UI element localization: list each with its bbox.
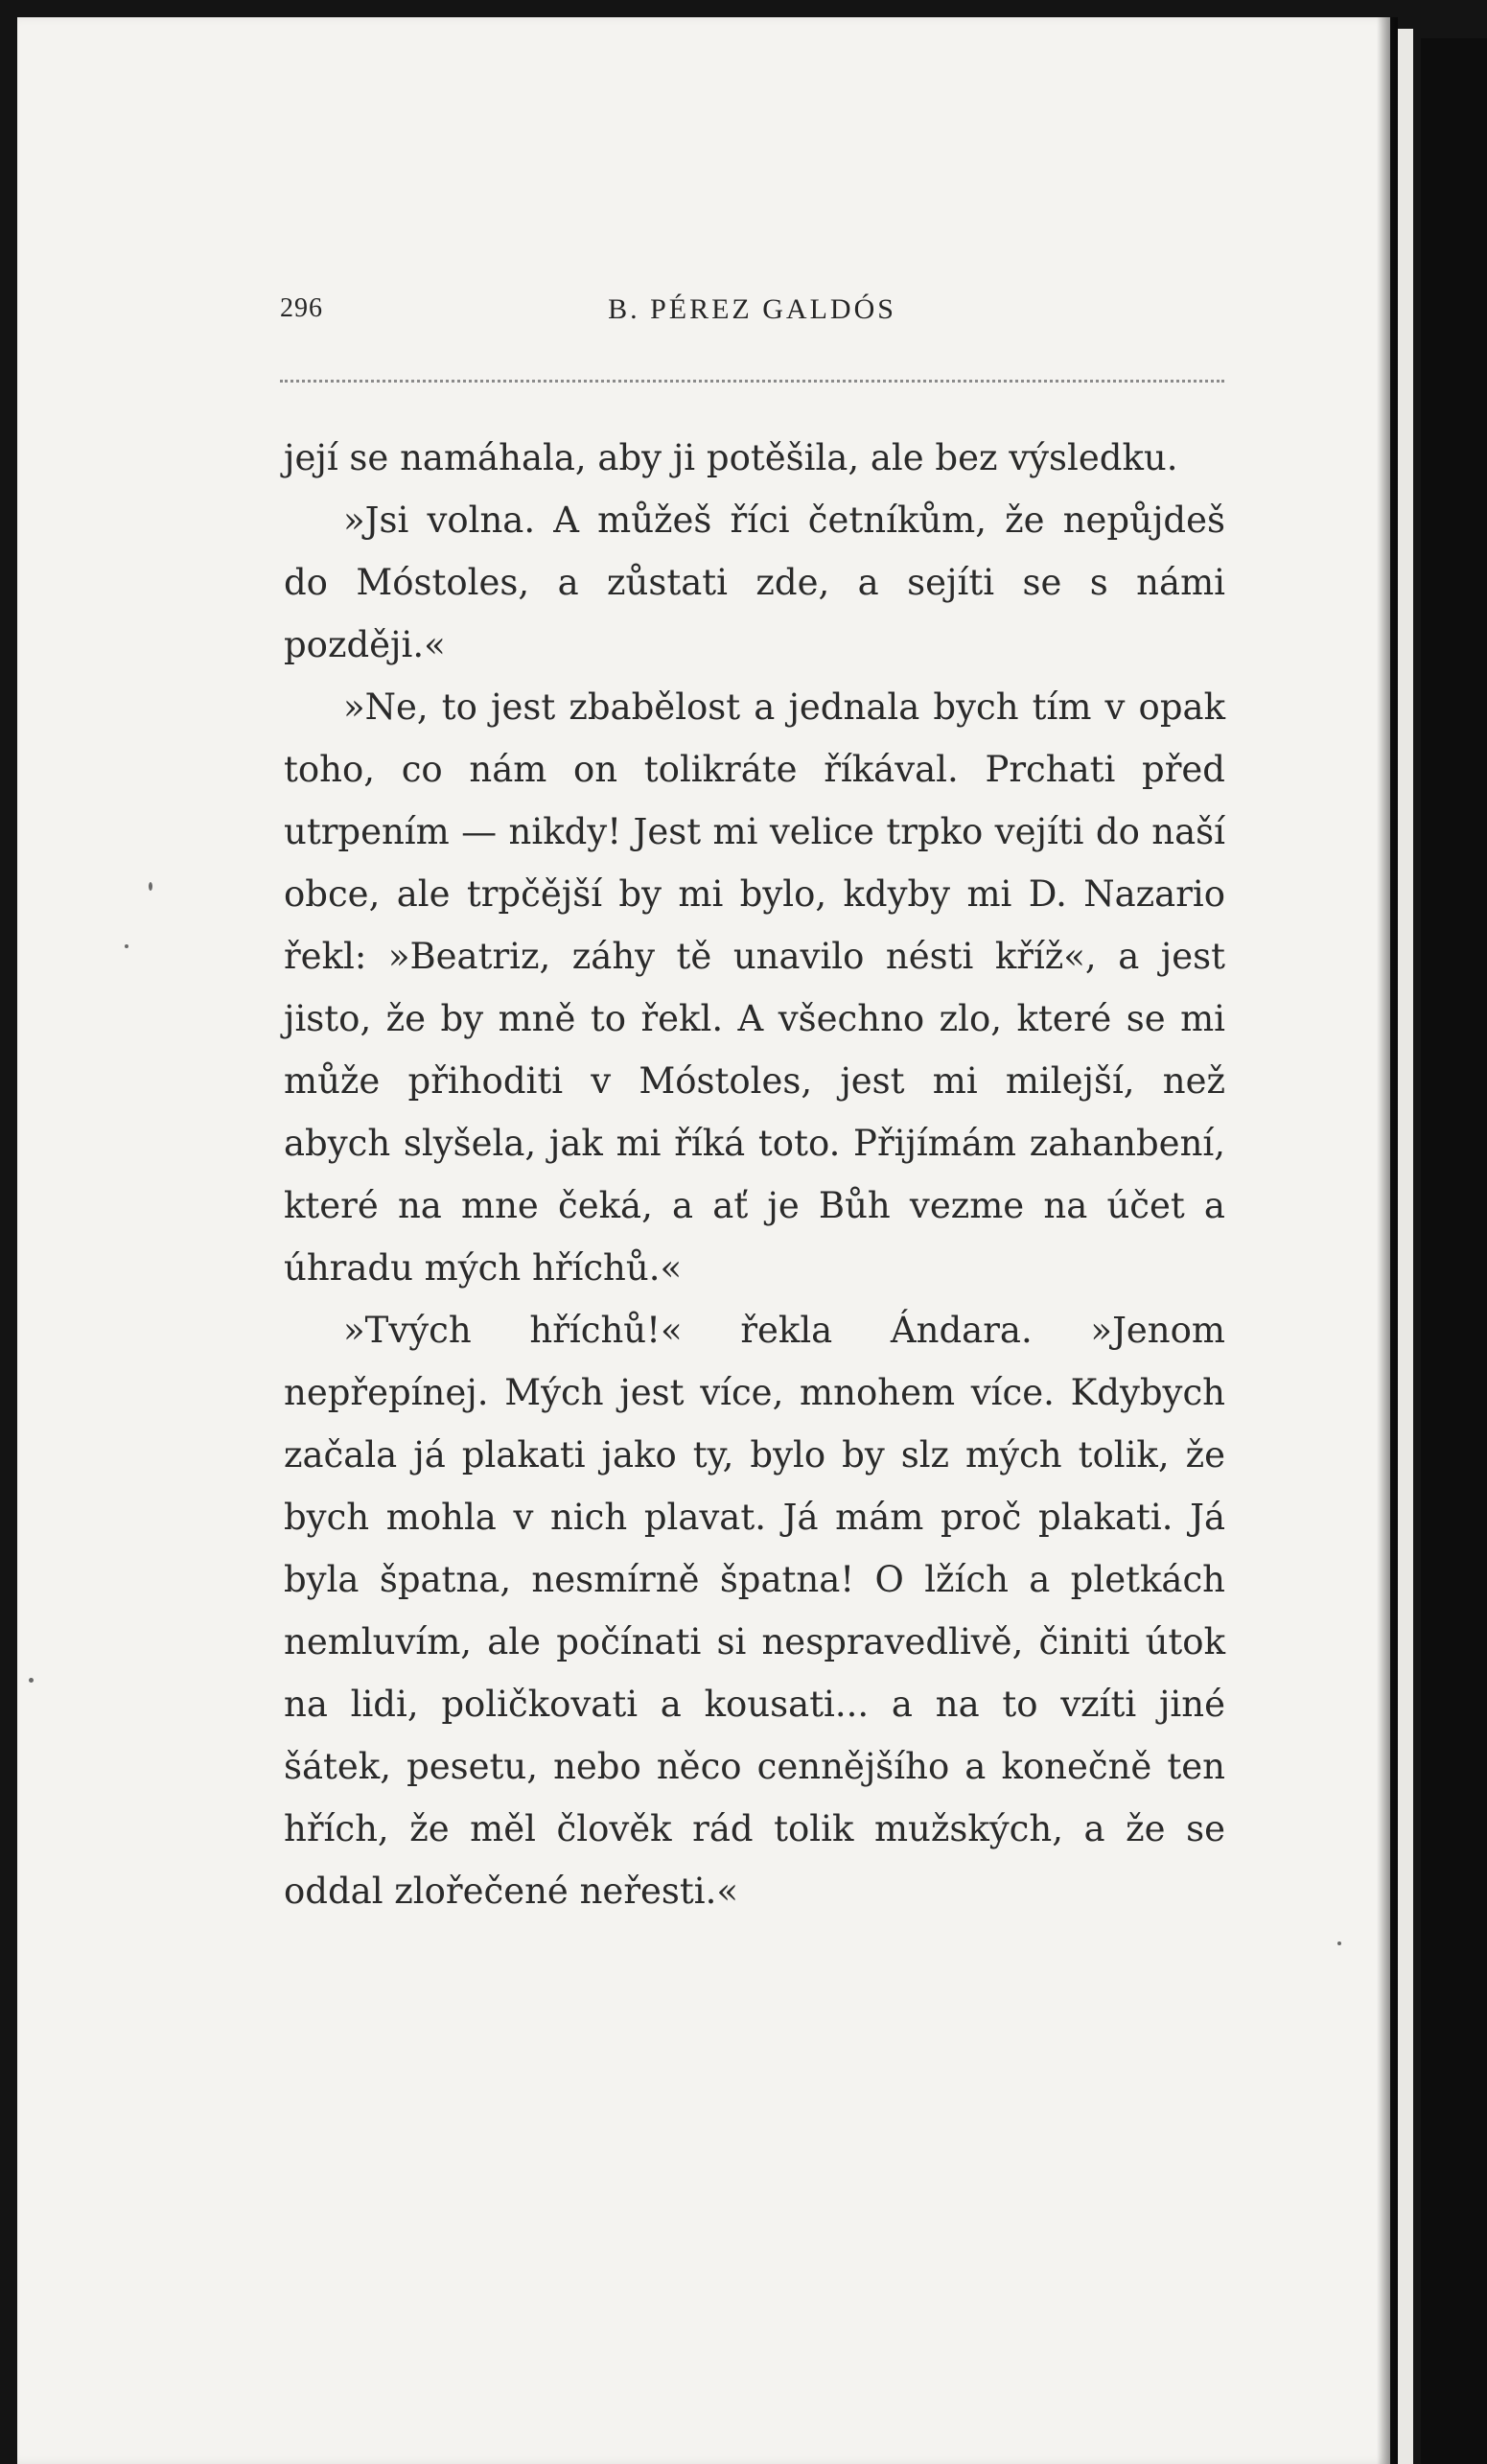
scan-background-edge [1421,38,1487,2464]
paragraph: »Tvých hříchů!« řekla Ándara. »Jenom nepřepínej. Mých jest více, mnohem více. Kdybych začala já plakati jako ty, bylo by slz mých tolik, že bych mohla v nich plavat. Já mám proč plakati. Já byla špatna, nesmírně špatna! O lžích a pletkách nemluvím, ale počínati si nespravedlivě, činiti útok na lidi, poličkovati a kousati... a na to vzíti jiné šátek, pesetu, nebo něco cennějšího a konečně ten hřích, že měl člověk rád tolik mužských, a že se oddal zlořečené neřesti.« [284,1310,1225,1912]
scan-speck [149,882,152,891]
paragraph: »Jsi volna. A můžeš říci četníkům, že nepůjdeš do Móstoles, a zůstati zde, a sejíti se s námi později.« [284,500,1225,665]
page-edge-shadow [1377,17,1398,2464]
paragraph: její se namáhala, aby ji potěšila, ale bez výsledku. [284,437,1178,478]
page-header [280,288,1224,345]
scan-speck [29,1678,34,1683]
body-text [284,427,1225,1922]
page-number: 296 [280,293,323,323]
scan-speck [125,944,128,948]
header-rule [280,380,1224,383]
running-title: B. PÉREZ GALDÓS [608,293,896,325]
next-page-edge [1398,29,1413,2464]
scan-speck [1337,1941,1341,1945]
paragraph: »Ne, to jest zbabělost a jednala bych tím v opak toho, co nám on tolikráte říkával. Prchati před utrpením — nikdy! Jest mi velice trpko vejíti do naší obce, ale trpčější by mi bylo, kdyby mi D. Nazario řekl: »Beatriz, záhy tě unavilo nésti kříž«, a jest jisto, že by mně to řekl. A všechno zlo, které se mi může přihoditi v Móstoles, jest mi milejší, než abych slyšela, jak mi říká toto. Přijímám zahanbení, které na mne čeká, a ať je Bůh vezme na účet a úhradu mých hříchů.« [284,686,1225,1289]
